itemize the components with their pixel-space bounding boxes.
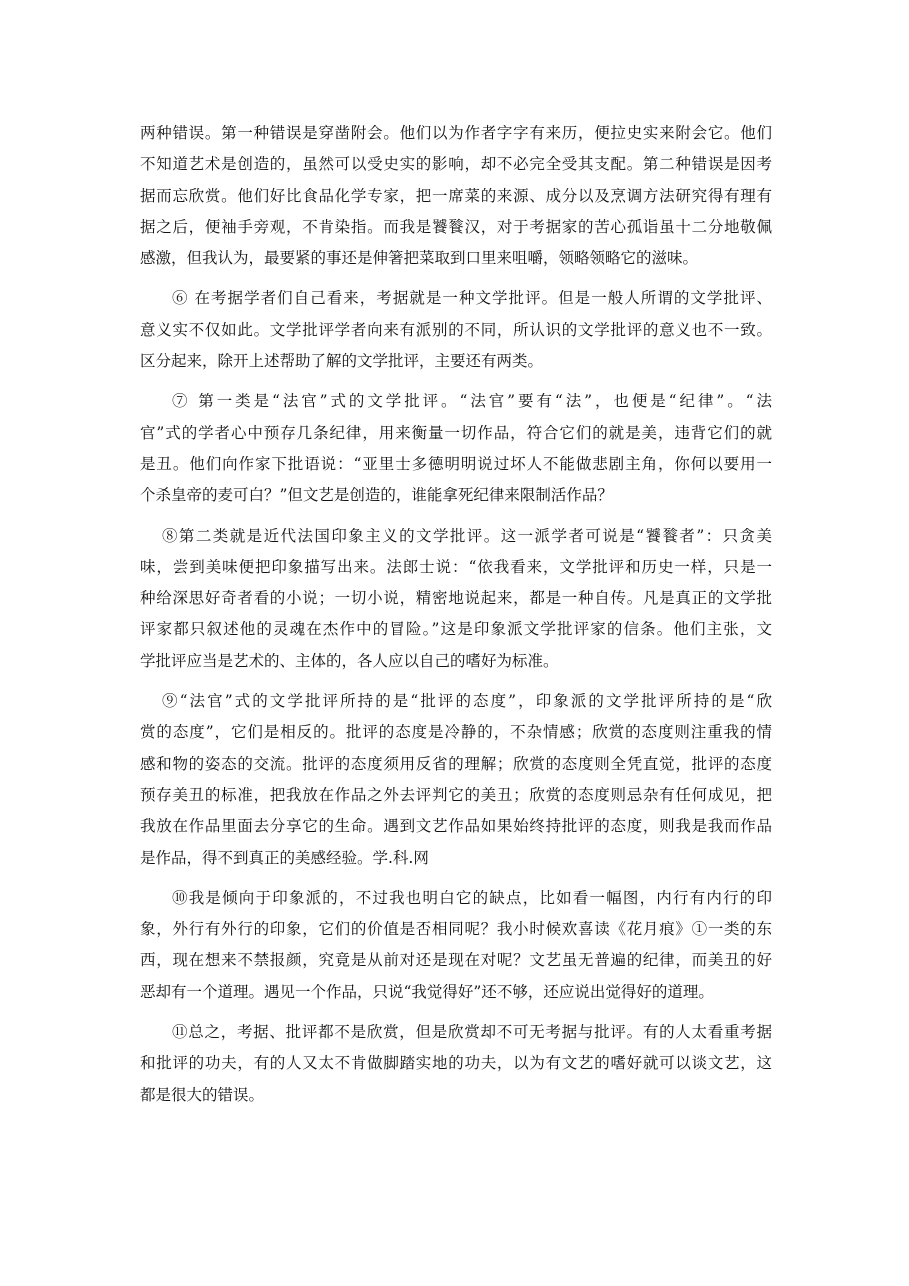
text-line: 据而忘欣赏。他们好比食品化学专家，把一席菜的来源、成分以及烹调方法研究得有理有: [140, 186, 772, 205]
text-line: 不知道艺术是创造的，虽然可以受史实的影响，却不必完全受其支配。第二种错误是因考: [140, 155, 772, 174]
text-line: 和批评的功夫，有的人又太不肯做脚踏实地的功夫，以为有文艺的嗜好就可以谈文艺，这: [140, 1054, 772, 1073]
text-line: 恶却有一个道理。遇见一个作品，只说“我觉得好”还不够，还应说出觉得好的道理。: [140, 982, 714, 1001]
text-line: ⑩我是倾向于印象派的，不过我也明白它的缺点，比如看一幅图，内行有内行的印: [172, 888, 772, 907]
text-line: 个杀皇帝的麦可白？”但文艺是创造的，谁能拿死纪律来限制活作品？: [140, 486, 613, 505]
text-line: 我放在作品里面去分享它的生命。遇到文艺作品如果始终持批评的态度，则我是我而作品: [140, 817, 772, 836]
text-line: ⑦ 第一类是“法官”式的文学批评。“法官”要有“法”，也便是“纪律”。“法: [172, 392, 772, 411]
text-line: 区分起来，除开上述帮助了解的文学批评，主要还有两类。: [140, 352, 544, 371]
paragraph-7: [140, 386, 772, 511]
text-line: 意义实不仅如此。文学批评学者向来有派别的不同，所认识的文学批评的意义也不一致。: [140, 320, 772, 339]
paragraph-10: [140, 883, 772, 1008]
text-line: 都是很大的错误。: [140, 1085, 265, 1104]
text-line: 官”式的学者心中预存几条纪律，用来衡量一切作品，符合它们的就是美，违背它们的就: [140, 423, 772, 442]
text-line: 两种错误。第一种错误是穿凿附会。他们以为作者字字有来历，便拉史实来附会它。他们: [140, 124, 772, 142]
text-line: 预存美丑的标准，把我放在作品之外去评判它的美丑；欣赏的态度则忌杂有任何成见，把: [140, 785, 772, 804]
paragraph-5-tail: [140, 118, 772, 274]
text-line: ⑧第二类就是近代法国印象主义的文学批评。这一派学者可说是“饕餮者”：只贪美: [162, 526, 772, 545]
text-line: 是丑。他们向作家下批语说：“亚里士多德明明说过坏人不能做悲剧主角，你何以要用一: [140, 454, 772, 473]
text-line: 学批评应当是艺术的、主体的，各人应以自己的嗜好为标准。: [140, 651, 559, 670]
text-line: 感激，但我认为，最要紧的事还是伸箸把菜取到口里来咀嚼，领略领略它的滋味。: [140, 249, 699, 268]
text-line: 感和物的姿态的交流。批评的态度须用反省的理解；欣赏的态度则全凭直觉，批评的态度: [140, 754, 772, 773]
text-line: 据之后，便袖手旁观，不肯染指。而我是饕餮汉，对于考据家的苦心孤诣虽十二分地敬佩: [140, 217, 772, 236]
text-line: 是作品，得不到真正的美感经验。学.科.网: [140, 848, 429, 867]
text-line: ⑥ 在考据学者们自己看来，考据就是一种文学批评。但是一般人所谓的文学批评、: [172, 289, 772, 308]
text-line: ⑪总之，考据、批评都不是欣赏，但是欣赏却不可无考据与批评。有的人太看重考据: [172, 1023, 772, 1042]
text-line: 评家都只叙述他的灵魂在杰作中的冒险。”这是印象派文学批评家的信条。他们主张，文: [140, 620, 772, 639]
paragraph-9: [140, 686, 772, 874]
text-line: ⑨“法官”式的文学批评所持的是“批评的态度”，印象派的文学批评所持的是“欣: [162, 692, 772, 711]
paragraph-6: [140, 283, 772, 377]
text-line: 象，外行有外行的印象，它们的价值是否相同呢？我小时候欢喜读《花月痕》①一类的东: [140, 920, 772, 939]
paragraph-11: [140, 1017, 772, 1111]
article-body: [140, 118, 772, 1111]
text-line: 种给深思好奇者看的小说；一切小说，精密地说起来，都是一种自传。凡是真正的文学批: [140, 589, 772, 608]
text-line: 味，尝到美味便把印象描写出来。法郎士说：“依我看来，文学批评和历史一样，只是一: [140, 557, 772, 576]
paragraph-8: [140, 521, 772, 677]
text-line: 赏的态度”，它们是相反的。批评的态度是冷静的，不杂情感；欣赏的态度则注重我的情: [140, 723, 772, 742]
text-line: 西，现在想来不禁报颜，究竟是从前对还是现在对呢？文艺虽无普遍的纪律，而美丑的好: [140, 951, 772, 970]
